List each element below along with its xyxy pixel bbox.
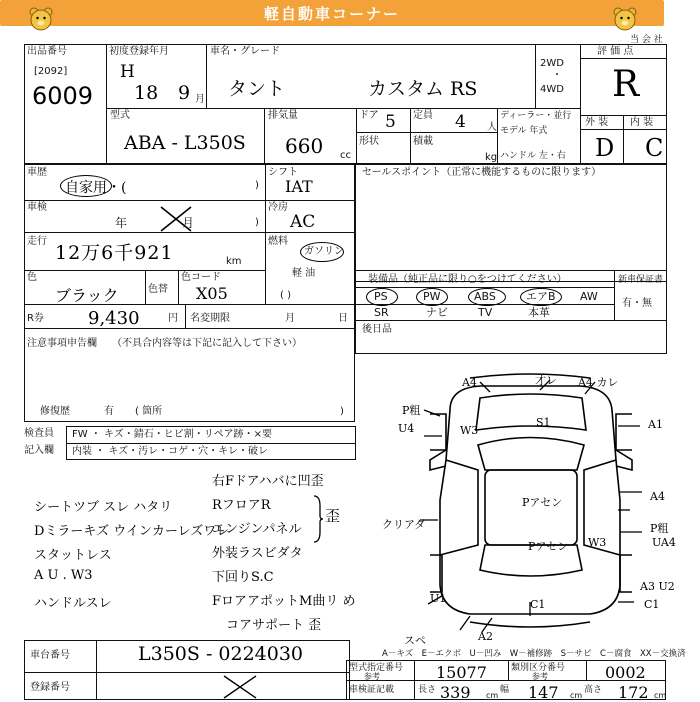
register-cross-icon: [222, 674, 258, 700]
equip-navi: ナビ: [426, 306, 448, 319]
model-label: 型式: [110, 110, 130, 121]
notes-label: 注意事項申告欄: [27, 338, 97, 349]
equip-ps: PS: [374, 290, 388, 303]
bracket-mark: [312, 494, 324, 544]
mileage-value: 12万6千921: [55, 242, 174, 264]
remark-right-line: FロアアポットM曲リ め: [212, 594, 356, 609]
dims-label: 車検証記載: [349, 685, 395, 695]
aircon-label: 冷房: [268, 202, 288, 213]
company-stamp-text: 当 会 社: [630, 35, 663, 45]
damage-tag: Pアセン: [522, 496, 563, 509]
remark-left-line: シートツブ スレ ハタリ: [34, 500, 173, 515]
door-value: 5: [385, 112, 396, 132]
banner: [0, 0, 664, 26]
recycle-value: 9,430: [88, 308, 140, 329]
mileage-label: 走行: [27, 236, 47, 247]
bear-logo-icon: [28, 6, 54, 32]
length-value: 339: [440, 683, 471, 702]
drive-2wd: 2WD: [540, 58, 564, 69]
warranty-label: 新車保証書: [618, 275, 664, 285]
fuel-label: 燃料: [268, 236, 288, 247]
width-value: 147: [528, 683, 559, 702]
damage-tag: スペ: [404, 634, 426, 647]
page-title: 軽自動車コーナー: [263, 4, 400, 23]
warranty-value: 有・無: [622, 298, 652, 309]
remark-right-line: RフロアR: [212, 498, 271, 513]
equip-tv: TV: [478, 306, 493, 319]
first-reg-era: H: [120, 62, 135, 82]
model-year-label: モデル 年式: [500, 126, 548, 136]
entry-label: 記入欄: [24, 445, 54, 456]
damage-tag: U1: [430, 592, 447, 605]
score-value: R: [612, 64, 640, 105]
fuel-gasoline: ガソリン: [304, 246, 344, 257]
car-name: タント: [228, 78, 286, 100]
inspection-label: 車検: [27, 202, 47, 213]
damage-tag: A4 カレ: [578, 376, 619, 389]
displacement-value: 660: [285, 134, 324, 158]
recycle-label: R券: [27, 313, 44, 324]
sales-point-box: [355, 164, 667, 282]
color-code: X05: [196, 284, 228, 303]
car-grade: カスタム RS: [368, 78, 478, 100]
repair-value: 有: [104, 406, 114, 417]
damage-tag: A3 U2: [640, 580, 675, 593]
equip-sr: SR: [374, 306, 389, 319]
shift-label: シフト: [268, 167, 298, 178]
color-value: ブラック: [55, 286, 119, 305]
history-label: 車歴: [27, 167, 47, 178]
color-code-label: 色コード: [181, 272, 221, 283]
history-value: 自家用・(: [65, 180, 127, 196]
repair-label: 修復歴: [40, 406, 70, 417]
chassis-label: 車台番号: [30, 650, 70, 661]
damage-tag: A2: [478, 630, 493, 643]
inspector-row1: FW ・ キズ・錆石・ヒビ割・リペア跡・×要: [72, 429, 272, 440]
remark-left-line: Dミラーキズ ウインカーレズワレ: [34, 524, 230, 539]
damage-tag: S1: [536, 416, 551, 429]
lot-sub: [2092]: [34, 66, 68, 77]
damage-tag: UA4: [652, 536, 676, 549]
tone-label: 色替: [148, 284, 168, 295]
load-label: 積載: [413, 136, 433, 147]
remark-right-line: コアサポート 歪: [226, 618, 322, 633]
inspector-row2: 内装 ・ キズ・汚レ・コゲ・穴・キレ・破レ: [72, 446, 269, 457]
equip-abs: ABS: [474, 290, 496, 303]
damage-tag: W3: [588, 536, 607, 549]
category-label: 類別区分番号: [511, 663, 566, 673]
aircon-value: AC: [290, 212, 316, 232]
remark-left-line: スタットレス: [34, 548, 112, 563]
displacement-label: 排気量: [268, 110, 298, 121]
equip-pw: PW: [423, 290, 441, 303]
damage-tag: クリアダ: [382, 518, 426, 531]
dealer-label: ディーラー・並行: [500, 111, 572, 121]
inspector-label: 検査員: [24, 428, 54, 439]
type-no-label: 型式指定番号: [349, 663, 404, 673]
damage-legend: A－キズ E－エクボ U－凹み W－補修跡 S－サビ C－腐食 XX－交換済: [382, 649, 686, 659]
lot-label: 出品番号: [27, 46, 67, 57]
meigi-label: 名変期限: [190, 313, 230, 324]
damage-tag: Pアセン: [528, 540, 569, 553]
damage-tag: C1: [644, 598, 660, 611]
first-reg-month: 9: [178, 82, 191, 104]
bear-logo-icon: [612, 6, 638, 32]
model-value: ABA - L350S: [124, 132, 246, 154]
exterior-score: D: [595, 134, 615, 162]
fuel-diesel: 軽 油: [292, 268, 316, 279]
remark-right-line: 下回りS.C: [212, 570, 274, 585]
chassis-value: L350S - 0224030: [138, 643, 304, 665]
notes-sub: （不具合内容等は下記に記入して下さい）: [112, 338, 302, 349]
damage-tag: A1: [648, 418, 663, 431]
interior-label: 内 装: [630, 117, 654, 128]
score-label: 評 価 点: [597, 46, 634, 57]
damage-tag: A4: [650, 490, 665, 503]
category-value: 0002: [605, 663, 646, 682]
equipment-label: 装備品（純正品に限り○をつけてください）: [368, 274, 567, 285]
equip-leather: 本革: [528, 306, 550, 319]
color-label: 色: [27, 272, 37, 283]
damage-tag: C1: [530, 598, 546, 611]
first-reg-label: 初度登録年月: [109, 46, 169, 57]
damage-tag: A4: [462, 376, 477, 389]
interior-score: C: [645, 134, 664, 162]
remark-right-line: 外装ラスビダタ: [212, 546, 303, 561]
equip-aw: AW: [580, 290, 598, 303]
car-name-label: 車名・グレード: [210, 46, 280, 57]
remark-left-line: A U . W3: [34, 568, 93, 583]
month-unit: 月: [195, 94, 205, 105]
type-no-value: 15077: [436, 663, 487, 682]
height-value: 172: [618, 683, 649, 702]
remark-right-line: エンジンパネル: [212, 522, 302, 537]
equip-airbag: エアB: [526, 290, 556, 303]
remark-suffix: 歪: [325, 507, 341, 525]
shift-value: IAT: [285, 177, 313, 196]
register-label: 登録番号: [30, 682, 70, 693]
door-label: ドア: [359, 110, 379, 121]
drive-4wd: 4WD: [540, 84, 564, 95]
damage-tag: 才レ: [535, 374, 557, 387]
damage-tag: P粗: [402, 404, 421, 417]
handle-label: ハンドル 左・右: [500, 151, 566, 161]
damage-tag: W3: [460, 424, 479, 437]
first-reg-year: 18: [134, 82, 159, 104]
capacity-value: 4: [455, 112, 466, 132]
shape-label: 形状: [359, 136, 379, 147]
remark-right-line: 右Fドアハバに凹歪: [212, 474, 324, 489]
lot-number: 6009: [32, 82, 94, 110]
exterior-label: 外 装: [585, 117, 609, 128]
damage-tag: U4: [398, 422, 415, 435]
remark-left-line: ハンドルスレ: [34, 596, 112, 611]
sales-point-label: セールスポイント（正常に機能するものに限ります）: [362, 167, 602, 178]
delivery-label: 後日品: [362, 324, 392, 335]
capacity-label: 定員: [413, 110, 433, 121]
damage-tag: P粗: [650, 522, 669, 535]
